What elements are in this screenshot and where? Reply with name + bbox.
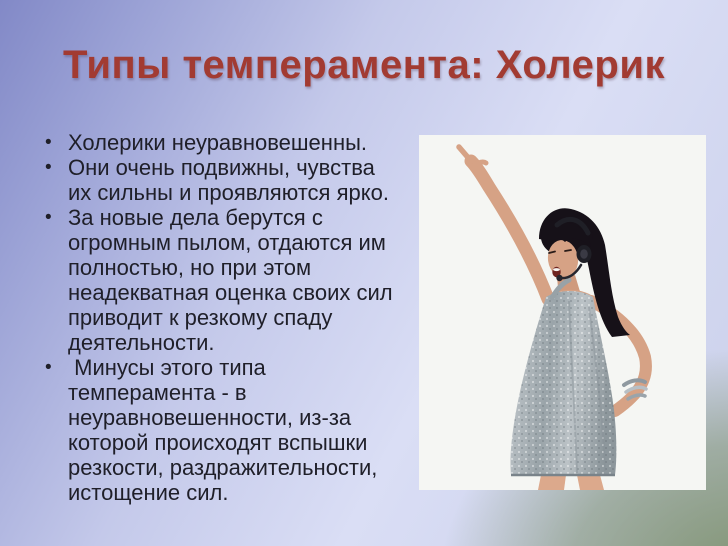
bullet-marker-icon: •: [45, 357, 52, 378]
bullet-marker-icon: •: [45, 157, 52, 178]
bullet-item: [42, 355, 398, 505]
bullet-item: [42, 205, 398, 355]
bullet-marker-icon: •: [45, 132, 52, 153]
woman-illustration: [419, 135, 706, 490]
bullet-item: [42, 155, 398, 205]
bullet-item: [42, 130, 398, 155]
bullet-text: За новые дела берутся с огромным пылом, отдаются им полностью, но при этом неадекватная оценка своих сил приводит к резкому спаду деятельности.: [68, 205, 399, 355]
bullet-marker-icon: •: [45, 207, 52, 228]
bullet-text: Минусы этого типа темперамента - в неуравновешенности, из-за которой происходят вспышки резкости, раздражительности, истощение сил.: [68, 355, 384, 505]
bullet-text: Холерики неуравновешенны.: [68, 130, 368, 155]
slide-title: Типы темперамента: Холерик: [63, 43, 665, 87]
bullet-list: [42, 130, 398, 505]
woman-pointing-up-photo: [419, 135, 706, 490]
bullet-text: Они очень подвижны, чувства их сильны и проявляются ярко.: [68, 155, 389, 205]
